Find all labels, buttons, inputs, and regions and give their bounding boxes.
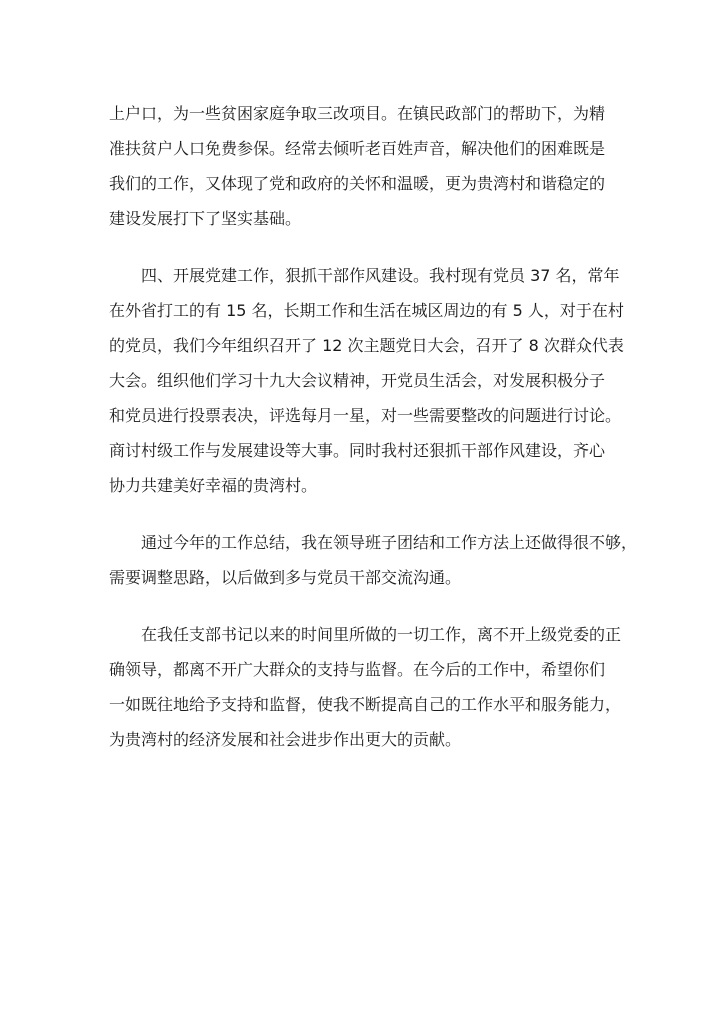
text-line: 准扶贫户人口免费参保。经常去倾听老百姓声音，解决他们的困难既是 (109, 139, 606, 158)
text-line: 我们的工作，又体现了党和政府的关怀和温暖，更为贵湾村和谐稳定的 (109, 174, 606, 193)
text-line: 一如既往地给予支持和监督，使我不断提高自己的工作水平和服务能力， (109, 695, 622, 714)
text-line: 为贵湾村的经济发展和社会进步作出更大的贡献。 (109, 730, 462, 749)
text-line: 建设发展打下了坚实基础。 (109, 209, 302, 228)
paragraph-party-building (109, 265, 649, 510)
text-line: 需要调整思路，以后做到多与党员干部交流沟通。 (109, 568, 462, 587)
text-line: 在我任支部书记以来的时间里所做的一切工作，离不开上级党委的正 (141, 625, 622, 644)
paragraph-self-review (109, 532, 649, 602)
text-line: 在外省打工的有 15 名，长期工作和生活在城区周边的有 5 人，对于在村 (109, 301, 624, 320)
text-line: 商讨村级工作与发展建设等大事。同时我村还狠抓干部作风建设，齐心 (109, 441, 606, 460)
paragraph-continuation (109, 103, 649, 243)
text-line: 确领导，都离不开广大群众的支持与监督。在今后的工作中，希望你们 (109, 660, 606, 679)
document-body (109, 103, 649, 786)
text-line: 四、开展党建工作，狠抓干部作风建设。我村现有党员 37 名，常年 (141, 266, 620, 285)
text-line: 大会。组织他们学习十九大会议精神，开党员生活会，对发展积极分子 (109, 371, 606, 390)
text-line: 通过今年的工作总结，我在领导班子团结和工作方法上还做得很不够， (141, 533, 638, 552)
text-line: 协力共建美好幸福的贵湾村。 (109, 476, 318, 495)
paragraph-closing (109, 624, 649, 764)
text-line: 和党员进行投票表决，评选每月一星，对一些需要整改的问题进行讨论。 (109, 406, 622, 425)
text-line: 上户口，为一些贫困家庭争取三改项目。在镇民政部门的帮助下，为精 (109, 104, 606, 123)
text-line: 的党员，我们今年组织召开了 12 次主题党日大会，召开了 8 次群众代表 (109, 336, 624, 355)
